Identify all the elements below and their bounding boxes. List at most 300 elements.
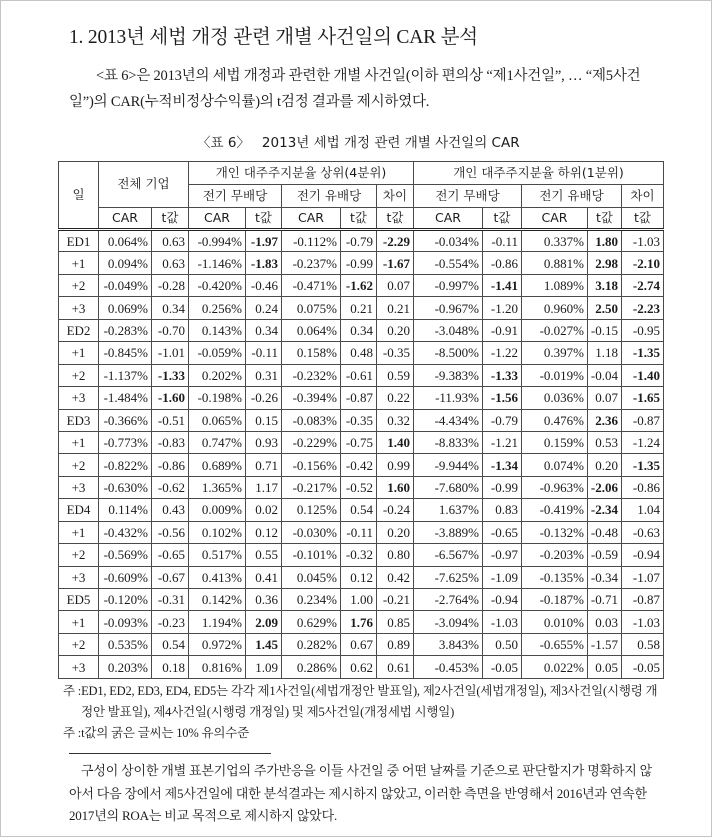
lower-dividend-t-cell: 1.80 <box>588 230 622 252</box>
header-lower-dividend: 전기 유배당 <box>522 185 622 208</box>
upper-dividend-t-cell: 0.21 <box>341 297 377 319</box>
lower-dividend-car-cell: -0.203% <box>522 544 588 566</box>
upper-no-dividend-t-cell: 0.55 <box>246 544 282 566</box>
header-row <box>59 162 664 185</box>
lower-dividend-car-cell: 0.397% <box>522 342 588 364</box>
lower-difference-t-cell: -0.05 <box>622 656 664 678</box>
table-row <box>59 499 664 521</box>
all-firms-car-cell: -0.093% <box>99 611 152 633</box>
upper-difference-t-cell: 0.21 <box>377 297 414 319</box>
lower-dividend-t-cell: 0.20 <box>588 454 622 476</box>
lower-dividend-car-cell: -0.655% <box>522 633 588 655</box>
upper-no-dividend-t-cell: 1.09 <box>246 656 282 678</box>
all-firms-t-cell: 0.63 <box>152 252 189 274</box>
upper-difference-t-cell: 0.32 <box>377 409 414 431</box>
lower-no-dividend-car-cell: -2.764% <box>414 589 483 611</box>
lower-dividend-t-cell: -1.57 <box>588 633 622 655</box>
upper-dividend-car-cell: 0.125% <box>282 499 341 521</box>
lower-no-dividend-car-cell: 3.843% <box>414 633 483 655</box>
table-row <box>59 454 664 476</box>
stat-label-car: CAR <box>99 208 152 230</box>
upper-difference-t-cell: 0.89 <box>377 633 414 655</box>
lower-difference-t-cell: -1.24 <box>622 431 664 453</box>
lower-dividend-t-cell: 2.36 <box>588 409 622 431</box>
lower-no-dividend-car-cell: -8.833% <box>414 431 483 453</box>
all-firms-car-cell: -1.137% <box>99 364 152 386</box>
upper-dividend-t-cell: 0.54 <box>341 499 377 521</box>
lower-dividend-t-cell: 0.53 <box>588 431 622 453</box>
section-title: 1. 2013년 세법 개정 관련 개별 사건일의 CAR 분석 <box>69 27 478 48</box>
upper-dividend-car-cell: -0.030% <box>282 521 341 543</box>
upper-no-dividend-car-cell: 0.517% <box>189 544 246 566</box>
all-firms-t-cell: 0.63 <box>152 230 189 252</box>
upper-difference-t-cell: 0.61 <box>377 656 414 678</box>
header-lower-no-dividend: 전기 무배당 <box>414 185 522 208</box>
all-firms-car-cell: -0.609% <box>99 566 152 588</box>
upper-dividend-t-cell: -0.32 <box>341 544 377 566</box>
event-day-label: +3 <box>59 476 99 498</box>
lower-dividend-car-cell: 0.881% <box>522 252 588 274</box>
lower-no-dividend-t-cell: -1.21 <box>483 431 522 453</box>
upper-dividend-car-cell: -0.229% <box>282 431 341 453</box>
table-note <box>63 681 663 723</box>
upper-dividend-t-cell: 1.76 <box>341 611 377 633</box>
lower-dividend-t-cell: -2.34 <box>588 499 622 521</box>
lower-dividend-t-cell: 0.03 <box>588 611 622 633</box>
header-upper-dividend: 전기 유배당 <box>282 185 377 208</box>
lower-difference-t-cell: -1.40 <box>622 364 664 386</box>
upper-difference-t-cell: 0.20 <box>377 319 414 341</box>
upper-no-dividend-t-cell: -1.97 <box>246 230 282 252</box>
upper-difference-t-cell: -1.67 <box>377 252 414 274</box>
footnote-separator <box>69 753 271 754</box>
upper-no-dividend-car-cell: -0.059% <box>189 342 246 364</box>
upper-no-dividend-t-cell: -0.46 <box>246 274 282 296</box>
lower-no-dividend-t-cell: 0.83 <box>483 499 522 521</box>
upper-no-dividend-car-cell: 1.194% <box>189 611 246 633</box>
stat-label-t: t값 <box>377 208 414 230</box>
upper-dividend-t-cell: 0.62 <box>341 656 377 678</box>
lower-dividend-t-cell: -0.59 <box>588 544 622 566</box>
upper-dividend-car-cell: 0.045% <box>282 566 341 588</box>
upper-dividend-car-cell: -0.156% <box>282 454 341 476</box>
all-firms-car-cell: 0.069% <box>99 297 152 319</box>
all-firms-t-cell: 0.34 <box>152 297 189 319</box>
lower-no-dividend-car-cell: -0.997% <box>414 274 483 296</box>
all-firms-car-cell: 0.203% <box>99 656 152 678</box>
upper-difference-t-cell: 0.20 <box>377 521 414 543</box>
upper-no-dividend-t-cell: 1.45 <box>246 633 282 655</box>
lower-no-dividend-car-cell: -11.93% <box>414 387 483 409</box>
event-day-label: +3 <box>59 387 99 409</box>
upper-dividend-car-cell: 0.234% <box>282 589 341 611</box>
header-lower-difference: 차이 <box>622 185 664 208</box>
lower-difference-t-cell: -1.35 <box>622 342 664 364</box>
lower-dividend-t-cell: 2.50 <box>588 297 622 319</box>
stat-label-t: t값 <box>341 208 377 230</box>
upper-no-dividend-car-cell: 0.413% <box>189 566 246 588</box>
stat-label-t: t값 <box>622 208 664 230</box>
lower-difference-t-cell: -0.95 <box>622 319 664 341</box>
event-day-label: +1 <box>59 611 99 633</box>
lower-dividend-t-cell: 3.18 <box>588 274 622 296</box>
upper-no-dividend-t-cell: 0.12 <box>246 521 282 543</box>
lower-dividend-car-cell: 1.089% <box>522 274 588 296</box>
event-day-label: +1 <box>59 252 99 274</box>
lower-dividend-car-cell: 0.022% <box>522 656 588 678</box>
upper-dividend-car-cell: -0.394% <box>282 387 341 409</box>
upper-no-dividend-t-cell: -1.83 <box>246 252 282 274</box>
header-row <box>59 208 664 230</box>
upper-no-dividend-t-cell: -0.11 <box>246 342 282 364</box>
event-day-label: +1 <box>59 342 99 364</box>
upper-no-dividend-car-cell: 0.747% <box>189 431 246 453</box>
header-lower-group: 개인 대주주지분율 하위(1분위) <box>414 162 664 185</box>
upper-dividend-t-cell: -0.61 <box>341 364 377 386</box>
event-day-label: +3 <box>59 656 99 678</box>
upper-dividend-car-cell: -0.237% <box>282 252 341 274</box>
all-firms-t-cell: -0.65 <box>152 544 189 566</box>
table-row <box>59 297 664 319</box>
event-day-label: +2 <box>59 544 99 566</box>
upper-dividend-t-cell: 1.00 <box>341 589 377 611</box>
header-all-firms: 전체 기업 <box>99 162 189 208</box>
lower-dividend-t-cell: -2.06 <box>588 476 622 498</box>
table-header <box>59 162 664 230</box>
upper-dividend-t-cell: -0.52 <box>341 476 377 498</box>
upper-difference-t-cell: 0.07 <box>377 274 414 296</box>
note-label: 주 : <box>63 684 82 698</box>
all-firms-t-cell: 0.43 <box>152 499 189 521</box>
table-row <box>59 252 664 274</box>
lower-dividend-car-cell: -0.019% <box>522 364 588 386</box>
table-row <box>59 342 664 364</box>
table-row <box>59 566 664 588</box>
event-day-label: +2 <box>59 364 99 386</box>
table-row <box>59 476 664 498</box>
lower-difference-t-cell: -1.65 <box>622 387 664 409</box>
table-row <box>59 633 664 655</box>
upper-no-dividend-t-cell: 0.02 <box>246 499 282 521</box>
lower-dividend-t-cell: -0.15 <box>588 319 622 341</box>
upper-dividend-t-cell: -0.35 <box>341 409 377 431</box>
all-firms-car-cell: -0.569% <box>99 544 152 566</box>
lower-no-dividend-car-cell: -3.889% <box>414 521 483 543</box>
upper-dividend-t-cell: 0.67 <box>341 633 377 655</box>
stat-label-t: t값 <box>588 208 622 230</box>
event-day-label: +1 <box>59 431 99 453</box>
lower-difference-t-cell: -1.03 <box>622 611 664 633</box>
stat-label-car: CAR <box>414 208 483 230</box>
lower-dividend-car-cell: 0.476% <box>522 409 588 431</box>
table-note <box>63 723 663 744</box>
stat-label-t: t값 <box>483 208 522 230</box>
note-text: t값의 굵은 글씨는 10% 유의수준 <box>81 726 249 740</box>
lower-dividend-car-cell: -0.187% <box>522 589 588 611</box>
upper-no-dividend-car-cell: 0.009% <box>189 499 246 521</box>
lower-difference-t-cell: -1.35 <box>622 454 664 476</box>
table-row <box>59 521 664 543</box>
lower-dividend-t-cell: 0.05 <box>588 656 622 678</box>
all-firms-car-cell: -0.822% <box>99 454 152 476</box>
upper-dividend-car-cell: 0.282% <box>282 633 341 655</box>
upper-no-dividend-car-cell: 0.202% <box>189 364 246 386</box>
lower-no-dividend-t-cell: -1.09 <box>483 566 522 588</box>
all-firms-t-cell: -0.23 <box>152 611 189 633</box>
all-firms-car-cell: -0.366% <box>99 409 152 431</box>
all-firms-t-cell: -0.51 <box>152 409 189 431</box>
lower-no-dividend-car-cell: -7.625% <box>414 566 483 588</box>
upper-no-dividend-t-cell: 0.15 <box>246 409 282 431</box>
stat-label-car: CAR <box>522 208 588 230</box>
lower-dividend-car-cell: 0.960% <box>522 297 588 319</box>
all-firms-car-cell: -0.845% <box>99 342 152 364</box>
lower-no-dividend-car-cell: -3.048% <box>414 319 483 341</box>
table-caption <box>197 134 617 152</box>
upper-dividend-t-cell: -0.11 <box>341 521 377 543</box>
notes-area <box>63 681 663 828</box>
lower-dividend-t-cell: -0.48 <box>588 521 622 543</box>
lower-difference-t-cell: -0.94 <box>622 544 664 566</box>
table-row <box>59 387 664 409</box>
lower-no-dividend-t-cell: -0.86 <box>483 252 522 274</box>
car-table <box>58 161 664 679</box>
lower-no-dividend-t-cell: -0.97 <box>483 544 522 566</box>
lower-no-dividend-t-cell: 0.50 <box>483 633 522 655</box>
stat-label-t: t값 <box>246 208 282 230</box>
all-firms-car-cell: -0.630% <box>99 476 152 498</box>
all-firms-car-cell: 0.094% <box>99 252 152 274</box>
upper-difference-t-cell: 0.22 <box>377 387 414 409</box>
event-day-label: ED1 <box>59 230 99 252</box>
upper-dividend-car-cell: 0.629% <box>282 611 341 633</box>
upper-difference-t-cell: 1.40 <box>377 431 414 453</box>
lower-dividend-car-cell: -0.419% <box>522 499 588 521</box>
upper-difference-t-cell: 0.85 <box>377 611 414 633</box>
lower-dividend-car-cell: -0.027% <box>522 319 588 341</box>
upper-dividend-t-cell: -0.99 <box>341 252 377 274</box>
lower-difference-t-cell: -0.87 <box>622 589 664 611</box>
lower-dividend-t-cell: -0.04 <box>588 364 622 386</box>
upper-dividend-t-cell: -0.75 <box>341 431 377 453</box>
lower-dividend-car-cell: 0.337% <box>522 230 588 252</box>
upper-no-dividend-car-cell: 0.816% <box>189 656 246 678</box>
upper-no-dividend-car-cell: 0.972% <box>189 633 246 655</box>
all-firms-t-cell: -1.60 <box>152 387 189 409</box>
lower-difference-t-cell: -0.87 <box>622 409 664 431</box>
lower-dividend-t-cell: 1.18 <box>588 342 622 364</box>
table-caption-text: 2013년 세법 개정 관련 개별 사건일의 CAR <box>261 135 520 151</box>
lower-difference-t-cell: -2.74 <box>622 274 664 296</box>
all-firms-t-cell: 0.54 <box>152 633 189 655</box>
lower-difference-t-cell: -2.10 <box>622 252 664 274</box>
lower-dividend-car-cell: 0.036% <box>522 387 588 409</box>
lower-no-dividend-car-cell: -9.944% <box>414 454 483 476</box>
upper-dividend-car-cell: -0.083% <box>282 409 341 431</box>
stat-label-car: CAR <box>189 208 246 230</box>
lower-no-dividend-car-cell: -7.680% <box>414 476 483 498</box>
lower-difference-t-cell: 0.58 <box>622 633 664 655</box>
intro-paragraph: <표 6>은 2013년의 세법 개정과 관련한 개별 사건일(이하 편의상 “제1사건일”, … “제5사건일”)의 CAR(누적비정상수익률)의 t검정 결과를 제시하였다. <box>69 68 641 110</box>
lower-no-dividend-car-cell: -0.453% <box>414 656 483 678</box>
event-day-label: ED2 <box>59 319 99 341</box>
stat-label-t: t값 <box>152 208 189 230</box>
upper-no-dividend-t-cell: 0.31 <box>246 364 282 386</box>
all-firms-t-cell: -0.31 <box>152 589 189 611</box>
upper-difference-t-cell: 0.80 <box>377 544 414 566</box>
lower-difference-t-cell: -1.03 <box>622 230 664 252</box>
table-row <box>59 611 664 633</box>
upper-dividend-car-cell: 0.286% <box>282 656 341 678</box>
upper-dividend-car-cell: 0.075% <box>282 297 341 319</box>
header-upper-difference: 차이 <box>377 185 414 208</box>
all-firms-car-cell: -0.283% <box>99 319 152 341</box>
lower-no-dividend-car-cell: -3.094% <box>414 611 483 633</box>
lower-no-dividend-t-cell: -0.65 <box>483 521 522 543</box>
lower-no-dividend-t-cell: -1.33 <box>483 364 522 386</box>
event-day-label: +2 <box>59 454 99 476</box>
all-firms-t-cell: -1.01 <box>152 342 189 364</box>
lower-dividend-car-cell: 0.010% <box>522 611 588 633</box>
lower-difference-t-cell: 1.04 <box>622 499 664 521</box>
lower-no-dividend-t-cell: -0.11 <box>483 230 522 252</box>
upper-no-dividend-car-cell: 0.143% <box>189 319 246 341</box>
all-firms-car-cell: 0.114% <box>99 499 152 521</box>
lower-no-dividend-t-cell: -1.41 <box>483 274 522 296</box>
lower-no-dividend-car-cell: 1.637% <box>414 499 483 521</box>
upper-dividend-car-cell: -0.471% <box>282 274 341 296</box>
upper-difference-t-cell: -0.21 <box>377 589 414 611</box>
lower-no-dividend-t-cell: -0.94 <box>483 589 522 611</box>
lower-dividend-car-cell: -0.132% <box>522 521 588 543</box>
all-firms-car-cell: -0.432% <box>99 521 152 543</box>
all-firms-car-cell: -0.120% <box>99 589 152 611</box>
upper-difference-t-cell: -0.35 <box>377 342 414 364</box>
lower-no-dividend-car-cell: -0.034% <box>414 230 483 252</box>
lower-dividend-car-cell: 0.159% <box>522 431 588 453</box>
upper-dividend-t-cell: 0.34 <box>341 319 377 341</box>
table-row <box>59 431 664 453</box>
lower-dividend-car-cell: -0.135% <box>522 566 588 588</box>
lower-difference-t-cell: -2.23 <box>622 297 664 319</box>
upper-dividend-car-cell: 0.158% <box>282 342 341 364</box>
upper-dividend-t-cell: -0.42 <box>341 454 377 476</box>
table-row <box>59 409 664 431</box>
header-event-day: 일 <box>59 162 99 230</box>
upper-dividend-car-cell: -0.232% <box>282 364 341 386</box>
note-text: ED1, ED2, ED3, ED4, ED5는 각각 제1사건일(세법개정안 발표일), 제2사건일(세법개정일), 제3사건일(시행령 개정안 발표일), 제4사건일(시행령 개정일) 및 제5사건일(개정세법 시행일) <box>81 684 658 719</box>
lower-dividend-t-cell: 2.98 <box>588 252 622 274</box>
upper-dividend-car-cell: 0.064% <box>282 319 341 341</box>
lower-no-dividend-car-cell: -8.500% <box>414 342 483 364</box>
table-row <box>59 274 664 296</box>
event-day-label: +2 <box>59 633 99 655</box>
upper-no-dividend-car-cell: 0.689% <box>189 454 246 476</box>
event-day-label: +2 <box>59 274 99 296</box>
lower-dividend-t-cell: -0.34 <box>588 566 622 588</box>
note-label: 주 : <box>63 726 82 740</box>
upper-dividend-t-cell: 0.48 <box>341 342 377 364</box>
lower-dividend-t-cell: 0.07 <box>588 387 622 409</box>
all-firms-t-cell: -0.86 <box>152 454 189 476</box>
upper-no-dividend-car-cell: 0.256% <box>189 297 246 319</box>
upper-no-dividend-t-cell: 0.34 <box>246 319 282 341</box>
lower-dividend-t-cell: -0.71 <box>588 589 622 611</box>
upper-no-dividend-t-cell: 0.36 <box>246 589 282 611</box>
upper-no-dividend-t-cell: -0.26 <box>246 387 282 409</box>
all-firms-t-cell: -0.70 <box>152 319 189 341</box>
lower-no-dividend-car-cell: -0.967% <box>414 297 483 319</box>
lower-no-dividend-car-cell: -4.434% <box>414 409 483 431</box>
upper-no-dividend-t-cell: 0.41 <box>246 566 282 588</box>
all-firms-t-cell: -0.56 <box>152 521 189 543</box>
all-firms-t-cell: -1.33 <box>152 364 189 386</box>
lower-dividend-car-cell: 0.074% <box>522 454 588 476</box>
upper-dividend-t-cell: -1.62 <box>341 274 377 296</box>
table-row <box>59 230 664 252</box>
upper-difference-t-cell: 0.42 <box>377 566 414 588</box>
lower-no-dividend-t-cell: -0.79 <box>483 409 522 431</box>
all-firms-t-cell: -0.62 <box>152 476 189 498</box>
lower-no-dividend-t-cell: -0.05 <box>483 656 522 678</box>
upper-no-dividend-car-cell: 1.365% <box>189 476 246 498</box>
all-firms-t-cell: 0.18 <box>152 656 189 678</box>
event-day-label: ED5 <box>59 589 99 611</box>
event-day-label: ED4 <box>59 499 99 521</box>
header-upper-group: 개인 대주주지분율 상위(4분위) <box>189 162 414 185</box>
table-row <box>59 544 664 566</box>
upper-no-dividend-car-cell: -0.198% <box>189 387 246 409</box>
table-caption-label: 〈표 6〉 <box>197 135 250 151</box>
upper-no-dividend-car-cell: -1.146% <box>189 252 246 274</box>
upper-difference-t-cell: 0.59 <box>377 364 414 386</box>
upper-difference-t-cell: 0.99 <box>377 454 414 476</box>
lower-no-dividend-t-cell: -1.22 <box>483 342 522 364</box>
upper-difference-t-cell: -0.24 <box>377 499 414 521</box>
all-firms-car-cell: -0.773% <box>99 431 152 453</box>
upper-dividend-car-cell: -0.101% <box>282 544 341 566</box>
upper-difference-t-cell: 1.60 <box>377 476 414 498</box>
all-firms-t-cell: -0.67 <box>152 566 189 588</box>
upper-dividend-t-cell: -0.87 <box>341 387 377 409</box>
footnote: 구성이 상이한 개별 표본기업의 주가반응을 이들 사건일 중 어떤 날짜를 기준으로 판단할지가 명확하지 않아서 다음 장에서 제5사건일에 대한 분석결과는 제시하지 않았고, 이러한 측면을 반영해서 2016년과 연속한 2017년의 ROA는 비교 목적으로 제시하지 않았다. <box>69 763 653 823</box>
upper-no-dividend-car-cell: 0.065% <box>189 409 246 431</box>
table-row <box>59 656 664 678</box>
all-firms-car-cell: -0.049% <box>99 274 152 296</box>
event-day-label: +3 <box>59 566 99 588</box>
lower-no-dividend-car-cell: -6.567% <box>414 544 483 566</box>
all-firms-car-cell: 0.064% <box>99 230 152 252</box>
lower-dividend-car-cell: -0.963% <box>522 476 588 498</box>
lower-difference-t-cell: -0.63 <box>622 521 664 543</box>
lower-no-dividend-t-cell: -1.20 <box>483 297 522 319</box>
upper-no-dividend-car-cell: -0.994% <box>189 230 246 252</box>
lower-no-dividend-t-cell: -1.56 <box>483 387 522 409</box>
lower-no-dividend-car-cell: -9.383% <box>414 364 483 386</box>
lower-no-dividend-t-cell: -1.03 <box>483 611 522 633</box>
upper-difference-t-cell: -2.29 <box>377 230 414 252</box>
upper-no-dividend-car-cell: 0.102% <box>189 521 246 543</box>
stat-label-car: CAR <box>282 208 341 230</box>
lower-no-dividend-car-cell: -0.554% <box>414 252 483 274</box>
upper-no-dividend-t-cell: 2.09 <box>246 611 282 633</box>
lower-no-dividend-t-cell: -0.99 <box>483 476 522 498</box>
event-day-label: +3 <box>59 297 99 319</box>
all-firms-t-cell: -0.28 <box>152 274 189 296</box>
lower-no-dividend-t-cell: -1.34 <box>483 454 522 476</box>
lower-difference-t-cell: -1.07 <box>622 566 664 588</box>
event-day-label: +1 <box>59 521 99 543</box>
